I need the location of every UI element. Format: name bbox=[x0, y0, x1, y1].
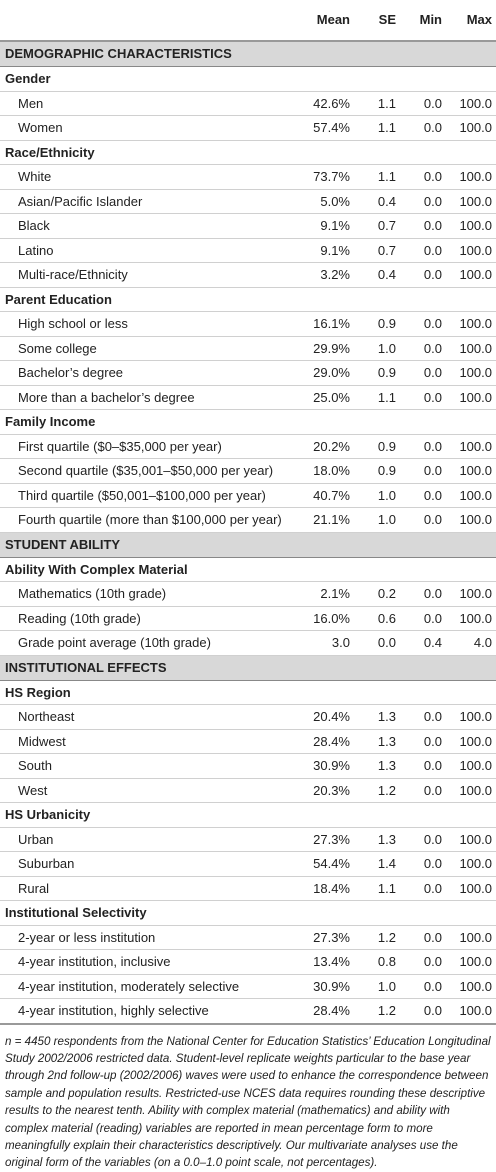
table-row bbox=[0, 606, 496, 631]
cell-min: 0.0 bbox=[400, 754, 446, 779]
cell-se: 0.4 bbox=[354, 263, 400, 288]
cell-min: 0.0 bbox=[400, 999, 446, 1024]
cell-mean: 21.1% bbox=[292, 508, 354, 533]
row-label: Women bbox=[0, 116, 292, 141]
group-title: Race/Ethnicity bbox=[0, 140, 496, 165]
cell-max: 100.0 bbox=[446, 385, 496, 410]
cell-se: 1.1 bbox=[354, 91, 400, 116]
cell-se: 1.3 bbox=[354, 754, 400, 779]
cell-mean: 30.9% bbox=[292, 754, 354, 779]
cell-max: 100.0 bbox=[446, 925, 496, 950]
cell-se: 0.9 bbox=[354, 459, 400, 484]
cell-se: 1.4 bbox=[354, 852, 400, 877]
cell-se: 1.2 bbox=[354, 999, 400, 1024]
cell-mean: 5.0% bbox=[292, 189, 354, 214]
cell-min: 0.0 bbox=[400, 778, 446, 803]
table-row bbox=[0, 999, 496, 1024]
cell-mean: 42.6% bbox=[292, 91, 354, 116]
cell-max: 100.0 bbox=[446, 582, 496, 607]
group-header-row bbox=[0, 680, 496, 705]
row-label: Suburban bbox=[0, 852, 292, 877]
group-header-row bbox=[0, 67, 496, 92]
cell-min: 0.0 bbox=[400, 729, 446, 754]
table-row bbox=[0, 165, 496, 190]
cell-se: 0.9 bbox=[354, 434, 400, 459]
cell-max: 100.0 bbox=[446, 827, 496, 852]
row-label: Mathematics (10th grade) bbox=[0, 582, 292, 607]
cell-max: 100.0 bbox=[446, 950, 496, 975]
cell-min: 0.0 bbox=[400, 852, 446, 877]
cell-se: 1.0 bbox=[354, 483, 400, 508]
cell-max: 100.0 bbox=[446, 705, 496, 730]
cell-se: 1.1 bbox=[354, 165, 400, 190]
cell-min: 0.0 bbox=[400, 91, 446, 116]
cell-mean: 28.4% bbox=[292, 729, 354, 754]
cell-max: 100.0 bbox=[446, 508, 496, 533]
cell-mean: 29.0% bbox=[292, 361, 354, 386]
cell-max: 100.0 bbox=[446, 238, 496, 263]
cell-se: 1.1 bbox=[354, 876, 400, 901]
row-label: South bbox=[0, 754, 292, 779]
section-header-row bbox=[0, 532, 496, 557]
cell-se: 0.7 bbox=[354, 238, 400, 263]
table-row bbox=[0, 631, 496, 656]
cell-min: 0.0 bbox=[400, 827, 446, 852]
table-row bbox=[0, 483, 496, 508]
cell-se: 1.2 bbox=[354, 778, 400, 803]
cell-max: 100.0 bbox=[446, 214, 496, 239]
table-row bbox=[0, 91, 496, 116]
table-row bbox=[0, 385, 496, 410]
cell-se: 1.1 bbox=[354, 385, 400, 410]
table-row bbox=[0, 336, 496, 361]
cell-min: 0.0 bbox=[400, 508, 446, 533]
row-label: White bbox=[0, 165, 292, 190]
header-mean: Mean bbox=[316, 12, 350, 27]
row-label: 4-year institution, inclusive bbox=[0, 950, 292, 975]
cell-mean: 73.7% bbox=[292, 165, 354, 190]
section-title: INSTITUTIONAL EFFECTS bbox=[0, 655, 496, 680]
cell-mean: 25.0% bbox=[292, 385, 354, 410]
cell-max: 100.0 bbox=[446, 263, 496, 288]
header-row bbox=[0, 0, 496, 41]
table-body bbox=[0, 41, 496, 1024]
table-row bbox=[0, 925, 496, 950]
cell-min: 0.0 bbox=[400, 312, 446, 337]
cell-mean: 29.9% bbox=[292, 336, 354, 361]
cell-max: 100.0 bbox=[446, 434, 496, 459]
table-row bbox=[0, 974, 496, 999]
row-label: Midwest bbox=[0, 729, 292, 754]
cell-max: 100.0 bbox=[446, 312, 496, 337]
cell-max: 100.0 bbox=[446, 729, 496, 754]
cell-se: 1.1 bbox=[354, 116, 400, 141]
cell-min: 0.0 bbox=[400, 336, 446, 361]
table-row bbox=[0, 852, 496, 877]
row-label: Urban bbox=[0, 827, 292, 852]
cell-max: 100.0 bbox=[446, 852, 496, 877]
cell-max: 100.0 bbox=[446, 483, 496, 508]
cell-se: 0.7 bbox=[354, 214, 400, 239]
cell-mean: 20.4% bbox=[292, 705, 354, 730]
row-label: Men bbox=[0, 91, 292, 116]
cell-se: 1.0 bbox=[354, 336, 400, 361]
cell-min: 0.0 bbox=[400, 214, 446, 239]
group-header-row bbox=[0, 901, 496, 926]
group-header-row bbox=[0, 557, 496, 582]
section-header-row bbox=[0, 41, 496, 67]
cell-mean: 27.3% bbox=[292, 827, 354, 852]
cell-mean: 2.1% bbox=[292, 582, 354, 607]
cell-max: 100.0 bbox=[446, 116, 496, 141]
table-row bbox=[0, 434, 496, 459]
cell-min: 0.0 bbox=[400, 705, 446, 730]
cell-se: 0.2 bbox=[354, 582, 400, 607]
cell-max: 100.0 bbox=[446, 459, 496, 484]
table-row bbox=[0, 582, 496, 607]
cell-max: 100.0 bbox=[446, 876, 496, 901]
section-header-row bbox=[0, 655, 496, 680]
cell-se: 1.3 bbox=[354, 827, 400, 852]
header-max: Max bbox=[466, 12, 492, 27]
row-label: Reading (10th grade) bbox=[0, 606, 292, 631]
cell-min: 0.0 bbox=[400, 974, 446, 999]
table-row bbox=[0, 263, 496, 288]
cell-mean: 3.2% bbox=[292, 263, 354, 288]
cell-max: 100.0 bbox=[446, 361, 496, 386]
table-row bbox=[0, 238, 496, 263]
group-header-row bbox=[0, 803, 496, 828]
cell-mean: 18.4% bbox=[292, 876, 354, 901]
table-row bbox=[0, 876, 496, 901]
cell-max: 100.0 bbox=[446, 778, 496, 803]
table-row bbox=[0, 754, 496, 779]
row-label: 2-year or less institution bbox=[0, 925, 292, 950]
cell-mean: 3.0 bbox=[292, 631, 354, 656]
cell-mean: 57.4% bbox=[292, 116, 354, 141]
cell-se: 1.3 bbox=[354, 729, 400, 754]
cell-se: 0.8 bbox=[354, 950, 400, 975]
row-label: 4-year institution, moderately selective bbox=[0, 974, 292, 999]
cell-mean: 27.3% bbox=[292, 925, 354, 950]
cell-min: 0.0 bbox=[400, 606, 446, 631]
row-label: First quartile ($0–$35,000 per year) bbox=[0, 434, 292, 459]
row-label: Grade point average (10th grade) bbox=[0, 631, 292, 656]
cell-min: 0.0 bbox=[400, 434, 446, 459]
row-label: West bbox=[0, 778, 292, 803]
group-title: HS Urbanicity bbox=[0, 803, 496, 828]
group-title: Ability With Complex Material bbox=[0, 557, 496, 582]
header-se: SE bbox=[378, 12, 396, 27]
cell-max: 100.0 bbox=[446, 189, 496, 214]
row-label: Rural bbox=[0, 876, 292, 901]
table-row bbox=[0, 361, 496, 386]
group-title: Institutional Selectivity bbox=[0, 901, 496, 926]
row-label: Bachelor’s degree bbox=[0, 361, 292, 386]
cell-se: 0.9 bbox=[354, 312, 400, 337]
cell-mean: 16.0% bbox=[292, 606, 354, 631]
cell-min: 0.4 bbox=[400, 631, 446, 656]
table-row bbox=[0, 827, 496, 852]
row-label: Northeast bbox=[0, 705, 292, 730]
cell-max: 100.0 bbox=[446, 606, 496, 631]
cell-max: 100.0 bbox=[446, 165, 496, 190]
cell-min: 0.0 bbox=[400, 189, 446, 214]
table-row bbox=[0, 312, 496, 337]
cell-mean: 40.7% bbox=[292, 483, 354, 508]
cell-max: 100.0 bbox=[446, 91, 496, 116]
header-min: Min bbox=[419, 12, 442, 27]
row-label: 4-year institution, highly selective bbox=[0, 999, 292, 1024]
cell-se: 1.0 bbox=[354, 508, 400, 533]
table-row bbox=[0, 214, 496, 239]
cell-se: 1.2 bbox=[354, 925, 400, 950]
cell-min: 0.0 bbox=[400, 876, 446, 901]
cell-min: 0.0 bbox=[400, 238, 446, 263]
table-footnote: n = 4450 respondents from the National Center for Education Statistics’ Education Longitudinal Study 2002/2006 restricted data. Student-level replicate weights particular to the base year through 2nd follow-up (2002/2006) waves were used to enhance the correspondence between sample and population results. Restricted-use NCES data requires rounding these descriptive results to the nearest tenth. Ability with complex material (mathematics) and ability with complex material (reading) variables are reported in mean percentage form to more meaningfully explain their characteristics descriptively. Our multivariate analyses use the original form of the variables (on a 0.0–1.0 point scale, not percentages). bbox=[5, 1034, 491, 1170]
cell-se: 0.9 bbox=[354, 361, 400, 386]
cell-mean: 9.1% bbox=[292, 214, 354, 239]
cell-mean: 20.3% bbox=[292, 778, 354, 803]
cell-min: 0.0 bbox=[400, 950, 446, 975]
row-label: Asian/Pacific Islander bbox=[0, 189, 292, 214]
cell-min: 0.0 bbox=[400, 116, 446, 141]
section-title: DEMOGRAPHIC CHARACTERISTICS bbox=[0, 41, 496, 67]
group-header-row bbox=[0, 287, 496, 312]
row-label: Multi-race/Ethnicity bbox=[0, 263, 292, 288]
cell-se: 0.6 bbox=[354, 606, 400, 631]
table-header bbox=[0, 0, 496, 41]
row-label: Second quartile ($35,001–$50,000 per year) bbox=[0, 459, 292, 484]
section-title: STUDENT ABILITY bbox=[0, 532, 496, 557]
cell-min: 0.0 bbox=[400, 483, 446, 508]
cell-se: 0.4 bbox=[354, 189, 400, 214]
cell-max: 100.0 bbox=[446, 754, 496, 779]
row-label: Latino bbox=[0, 238, 292, 263]
cell-mean: 20.2% bbox=[292, 434, 354, 459]
header-label bbox=[0, 0, 292, 41]
group-title: HS Region bbox=[0, 680, 496, 705]
table-row bbox=[0, 705, 496, 730]
cell-se: 1.3 bbox=[354, 705, 400, 730]
row-label: Fourth quartile (more than $100,000 per year) bbox=[0, 508, 292, 533]
group-title: Gender bbox=[0, 67, 496, 92]
cell-mean: 18.0% bbox=[292, 459, 354, 484]
table-row bbox=[0, 508, 496, 533]
table-row bbox=[0, 116, 496, 141]
row-label: Third quartile ($50,001–$100,000 per year) bbox=[0, 483, 292, 508]
cell-mean: 28.4% bbox=[292, 999, 354, 1024]
cell-max: 100.0 bbox=[446, 336, 496, 361]
table-row bbox=[0, 459, 496, 484]
cell-min: 0.0 bbox=[400, 385, 446, 410]
group-title: Parent Education bbox=[0, 287, 496, 312]
cell-max: 4.0 bbox=[446, 631, 496, 656]
table-row bbox=[0, 778, 496, 803]
cell-min: 0.0 bbox=[400, 459, 446, 484]
group-header-row bbox=[0, 410, 496, 435]
row-label: Some college bbox=[0, 336, 292, 361]
row-label: More than a bachelor’s degree bbox=[0, 385, 292, 410]
cell-min: 0.0 bbox=[400, 165, 446, 190]
group-header-row bbox=[0, 140, 496, 165]
cell-mean: 30.9% bbox=[292, 974, 354, 999]
cell-se: 0.0 bbox=[354, 631, 400, 656]
cell-min: 0.0 bbox=[400, 582, 446, 607]
cell-min: 0.0 bbox=[400, 263, 446, 288]
group-title: Family Income bbox=[0, 410, 496, 435]
cell-mean: 13.4% bbox=[292, 950, 354, 975]
cell-se: 1.0 bbox=[354, 974, 400, 999]
table-row bbox=[0, 950, 496, 975]
row-label: High school or less bbox=[0, 312, 292, 337]
cell-max: 100.0 bbox=[446, 999, 496, 1024]
cell-max: 100.0 bbox=[446, 974, 496, 999]
table-row bbox=[0, 729, 496, 754]
cell-min: 0.0 bbox=[400, 361, 446, 386]
cell-min: 0.0 bbox=[400, 925, 446, 950]
cell-mean: 54.4% bbox=[292, 852, 354, 877]
row-label: Black bbox=[0, 214, 292, 239]
table-row bbox=[0, 189, 496, 214]
cell-mean: 9.1% bbox=[292, 238, 354, 263]
cell-mean: 16.1% bbox=[292, 312, 354, 337]
